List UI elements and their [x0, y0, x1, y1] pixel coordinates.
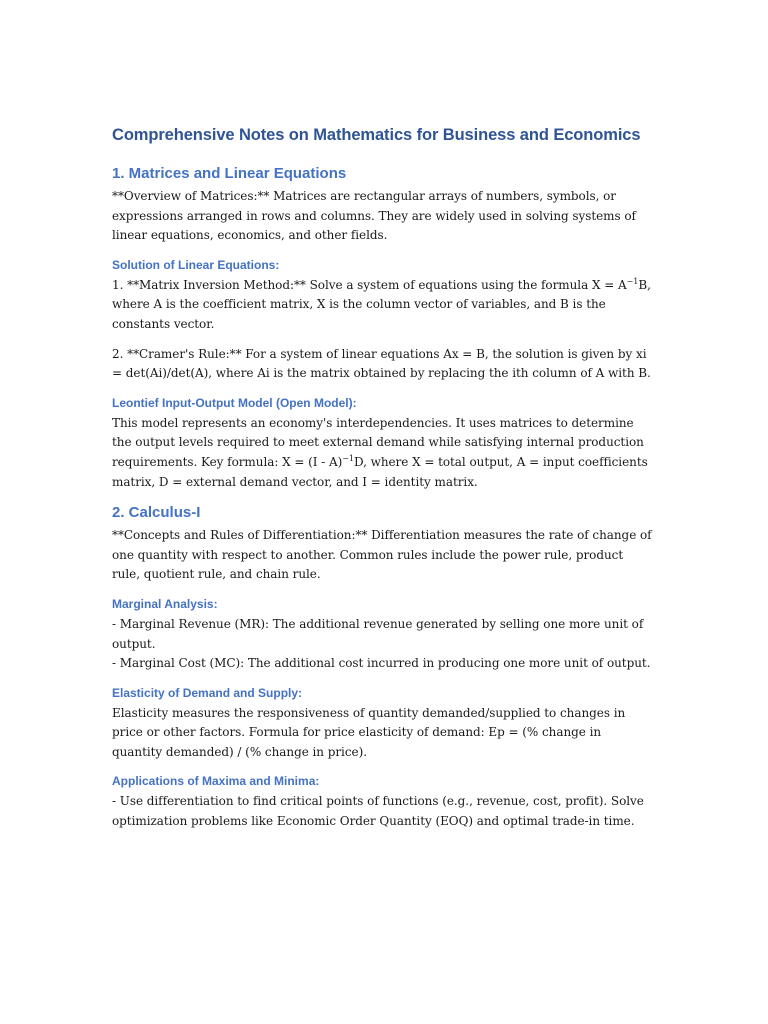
paragraph-elasticity: Elasticity measures the responsiveness of quantity demanded/supplied to changes in price or other factors. Formula for price elasticity of demand: Ep = (% change in quantity demanded) / (% change in price). — [112, 705, 626, 759]
subheading-maxima-minima: Applications of Maxima and Minima: — [112, 774, 320, 789]
matrix-inversion-text-post: B, where A is the coefficient matrix, X is the column vector of variables, and B is the constants vector. — [112, 277, 651, 331]
inverse-superscript: −1 — [626, 276, 639, 286]
leontief-text-post: D, where X = total output, A = input coefficients matrix, D = external demand vector, and I = identity matrix. — [112, 454, 648, 489]
subheading-leontief-model: Leontief Input-Output Model (Open Model): — [112, 395, 357, 410]
paragraph-leontief-model — [112, 414, 652, 492]
paragraph-differentiation-concepts: **Concepts and Rules of Differentiation:** Differentiation measures the rate of change of one quantity with respect to another. Common rules include the power rule, product rule, quotient rule, and chain rule. — [112, 528, 652, 582]
subheading-solution-linear-equations: Solution of Linear Equations: — [112, 257, 280, 272]
inverse-superscript: −1 — [342, 453, 354, 463]
paragraph-maxima-minima: - Use differentiation to find critical points of functions (e.g., revenue, cost, profit). Solve optimization problems like Economic Order Quantity (EOQ) and optimal trade-in time. — [112, 794, 644, 829]
section-heading-matrices: 1. Matrices and Linear Equations — [112, 165, 347, 182]
matrix-inversion-text-pre: 1. **Matrix Inversion Method:** Solve a system of equations using the formula X = A — [112, 277, 627, 292]
document-title: Comprehensive Notes on Mathematics for Business and Economics — [112, 126, 641, 144]
paragraph-matrices-overview: **Overview of Matrices:** Matrices are rectangular arrays of numbers, symbols, or expressions arranged in rows and columns. They are widely used in solving systems of linear equations, economics, and other fields. — [112, 189, 636, 243]
paragraph-marginal-revenue: - Marginal Revenue (MR): The additional revenue generated by selling one more unit of output. — [112, 616, 644, 651]
document-body — [112, 123, 652, 842]
leontief-text-pre: This model represents an economy's interdependencies. It uses matrices to determine the output levels required to meet external demand while satisfying internal production requirements. Key formula: X = (I - A) — [112, 415, 644, 469]
paragraph-cramers-rule: 2. **Cramer's Rule:** For a system of linear equations Ax = B, the solution is given by xi = det(Ai)/det(A), where Ai is the matrix obtained by replacing the ith column of A with B. — [112, 346, 651, 381]
subheading-elasticity: Elasticity of Demand and Supply: — [112, 685, 303, 700]
paragraph-marginal-cost: - Marginal Cost (MC): The additional cost incurred in producing one more unit of output. — [112, 656, 651, 671]
paragraph-matrix-inversion — [112, 276, 652, 335]
subheading-marginal-analysis: Marginal Analysis: — [112, 596, 218, 611]
section-heading-calculus: 2. Calculus-I — [112, 504, 201, 522]
